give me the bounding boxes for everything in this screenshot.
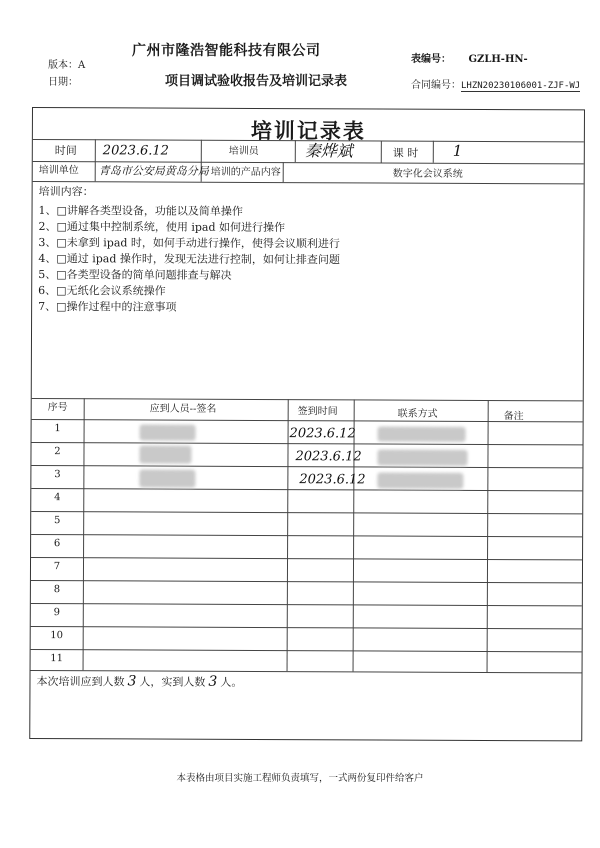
contract-number-label: 合同编号：: [411, 80, 461, 91]
summary-prefix: 本次培训应到人数: [36, 675, 125, 689]
trainer-label: 培训员: [228, 145, 259, 157]
footer-note: 本表格由项目实施工程师负责填写，一式两份复印件给客户: [176, 773, 424, 784]
redacted-contact: [378, 427, 466, 442]
product-label: 培训的产品内容: [210, 166, 281, 179]
content-item: 7、□操作过程中的注意事项: [38, 300, 177, 314]
col-header-remark: 备注: [503, 411, 524, 423]
divider: [32, 398, 583, 401]
row-number: 3: [54, 469, 61, 481]
divider: [32, 442, 583, 445]
row-number: 10: [50, 630, 64, 642]
divider: [31, 465, 582, 468]
divider: [31, 580, 582, 583]
contract-number-value: LHZN20230106001-ZJF-WJ: [461, 81, 581, 91]
divider: [33, 181, 584, 184]
unit-label: 培训单位: [38, 165, 79, 177]
product-value: 数字化会议系统: [392, 168, 463, 180]
content-item: 1、□讲解各类型设备，功能以及简单操作: [38, 204, 243, 218]
divider: [31, 649, 582, 652]
content-item: 6、□无纸化会议系统操作: [38, 284, 166, 298]
report-title: 项目调试验收报告及培训记录表: [165, 74, 348, 89]
form-number: [411, 50, 528, 65]
content-label: 培训内容：: [38, 185, 94, 199]
version-label: 版本：A: [48, 60, 86, 71]
divider: [31, 603, 582, 606]
divider: [32, 419, 583, 422]
date-label: 日期：: [48, 77, 78, 88]
row-number: 4: [54, 492, 61, 504]
divider: [295, 140, 296, 162]
signin-time: 2023.6.12: [289, 426, 356, 442]
divider: [31, 557, 582, 560]
actual-count: 3: [208, 673, 218, 690]
divider: [31, 534, 582, 537]
content-item: 3、□未拿到 ipad 时，如何手动进行操作，使得会议顺利进行: [38, 236, 340, 251]
company-name: 广州市隆浩智能科技有限公司: [132, 43, 321, 59]
row-number: 5: [53, 515, 61, 527]
divider: [31, 511, 582, 514]
divider: [31, 670, 582, 673]
hours-value: 1: [452, 141, 463, 160]
row-number: 1: [54, 423, 61, 435]
divider: [31, 626, 582, 629]
divider: [31, 488, 582, 491]
content-item: 4、□通过 ipad 操作时，发现无法进行控制，如何让排查问题: [38, 252, 340, 267]
expected-count: 3: [127, 673, 137, 690]
col-header-signin: 签到时间: [297, 406, 338, 418]
contract-number: [411, 76, 580, 91]
form-number-value: GZLH-HN-: [468, 54, 528, 65]
summary-suffix: 人。: [220, 675, 243, 689]
redacted-contact: [377, 450, 467, 466]
divider: [381, 141, 382, 163]
time-label: 时间: [54, 144, 77, 158]
training-record-form: [29, 107, 585, 741]
form-title: 培训记录表: [250, 118, 366, 144]
divider: [283, 162, 284, 182]
form-number-label: 表编号：: [411, 54, 451, 65]
divider: [95, 139, 96, 181]
summary-middle: 人，实到人数: [139, 675, 206, 689]
row-number: 11: [50, 653, 63, 665]
row-number: 8: [53, 584, 61, 596]
col-header-name: 应到人员--签名: [149, 403, 217, 415]
col-header-contact: 联系方式: [397, 408, 438, 420]
row-number: 9: [53, 607, 61, 619]
redacted-signature: [139, 469, 195, 487]
hours-label: 课 时: [392, 146, 419, 160]
row-number: 6: [53, 538, 61, 550]
content-item: 2、□通过集中控制系统，使用 ipad 如何进行操作: [38, 220, 286, 235]
content-item: 5、□各类型设备的简单问题排查与解决: [38, 268, 232, 282]
redacted-contact: [377, 473, 463, 489]
attendance-summary: [36, 674, 242, 689]
signin-time: 2023.6.12: [295, 449, 362, 465]
divider: [433, 141, 434, 163]
row-number: 7: [53, 561, 61, 573]
col-header-no: 序号: [47, 402, 68, 414]
time-value: 2023.6.12: [102, 143, 170, 159]
trainer-value: 秦烨斌: [304, 141, 353, 161]
signin-time: 2023.6.12: [299, 472, 366, 488]
redacted-signature: [139, 445, 191, 463]
unit-value: 青岛市公安局黄岛分局: [98, 164, 209, 178]
row-number: 2: [54, 446, 61, 458]
redacted-signature: [140, 424, 196, 440]
